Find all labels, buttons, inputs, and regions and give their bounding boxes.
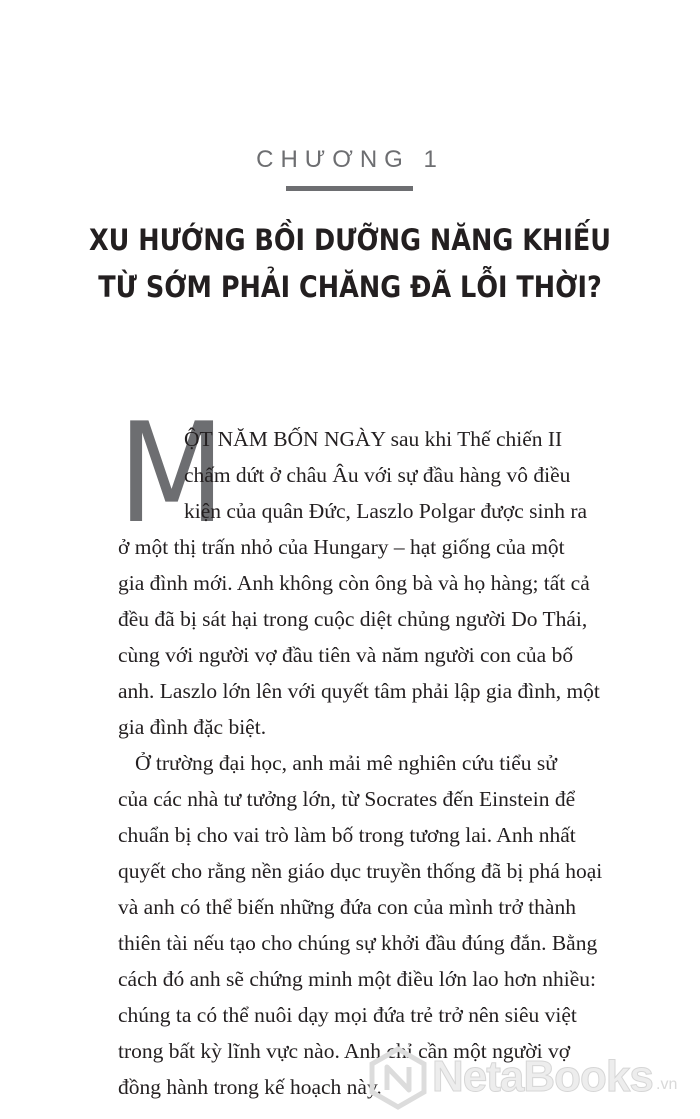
drop-cap: M: [118, 393, 226, 554]
paragraph-line: gia đình mới. Anh không còn ông bà và họ hàng; tất cả: [118, 571, 590, 595]
paragraph-line: chấm dứt ở châu Âu với sự đầu hàng vô điều: [184, 463, 571, 487]
paragraph-line: trong bất kỳ lĩnh vực nào. Anh chỉ cần một người vợ: [118, 1039, 571, 1063]
paragraph-line: chúng ta có thể nuôi dạy mọi đứa trẻ trở nên siêu việt: [118, 1003, 577, 1027]
chapter-label: CHƯƠNG 1: [256, 146, 444, 173]
watermark-text: NetaBooks: [432, 1052, 653, 1101]
chapter-title-line-1: XU HƯỚNG BỒI DƯỠNG NĂNG KHIẾU: [88, 223, 612, 257]
paragraph-line: của các nhà tư tưởng lớn, từ Socrates đến Einstein để: [118, 787, 576, 811]
chapter-title-line-2: TỪ SỚM PHẢI CHĂNG ĐÃ LỖI THỜI?: [98, 270, 602, 304]
netabooks-logo-icon: [368, 1046, 428, 1110]
paragraph-line: chuẩn bị cho vai trò làm bố trong tương lai. Anh nhất: [118, 823, 576, 847]
paragraph-line: Ở trường đại học, anh mải mê nghiên cứu tiểu sử: [135, 751, 557, 775]
watermark-suffix: .vn: [656, 1076, 678, 1093]
paragraph-line: kiện của quân Đức, Laszlo Polgar được sinh ra: [184, 499, 588, 523]
paragraph-line: ỘT NĂM BỐN NGÀY sau khi Thế chiến II: [184, 427, 563, 451]
paragraph-line: đồng hành trong kế hoạch này.: [118, 1075, 382, 1099]
paragraph-line: gia đình đặc biệt.: [118, 715, 267, 739]
watermark: [368, 1046, 698, 1110]
chapter-divider: [286, 186, 413, 191]
paragraph-line: ở một thị trấn nhỏ của Hungary – hạt giống của một: [118, 535, 565, 559]
paragraph-line: quyết cho rằng nền giáo dục truyền thống đã bị phá hoại: [118, 859, 603, 883]
paragraph-line: cùng với người vợ đầu tiên và năm người con của bố: [118, 643, 574, 667]
paragraph-line: thiên tài nếu tạo cho chúng sự khởi đầu đúng đắn. Bằng: [118, 931, 598, 955]
paragraph-line: và anh có thể biến những đứa con của mình trở thành: [118, 895, 576, 919]
paragraph-line: cách đó anh sẽ chứng minh một điều lớn lao hơn nhiều:: [118, 967, 597, 991]
paragraph-line: đều đã bị sát hại trong cuộc diệt chủng người Do Thái,: [118, 607, 588, 631]
paragraph-line: anh. Laszlo lớn lên với quyết tâm phải lập gia đình, một: [118, 679, 600, 703]
